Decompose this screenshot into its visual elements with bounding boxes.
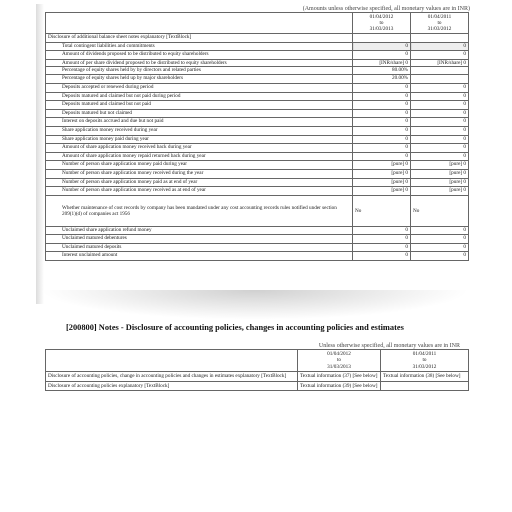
row-value-current: 0	[353, 243, 411, 252]
table-row	[46, 92, 469, 101]
row-value-current: 20.00%	[353, 75, 411, 84]
row-label: Interest on deposits accrued and due but not paid	[46, 118, 353, 127]
row-label: Number of person share application money received as at end of year	[46, 187, 353, 196]
row-label: Unclaimed matured deposits	[46, 243, 353, 252]
row-label: Percentage of equity shares held up by major shareholders	[46, 75, 353, 84]
row-value-previous: 0	[411, 109, 469, 118]
row-value-current: 0	[353, 235, 411, 244]
row-label: Interest unclaimed amount	[46, 252, 353, 261]
table-row	[46, 109, 469, 118]
row-value-current: 0	[353, 118, 411, 127]
row-label: Amount of dividends proposed to be distributed to equity shareholders	[46, 51, 353, 60]
row-value-current: 80.00%	[353, 66, 411, 75]
table-row	[46, 135, 469, 144]
row-label: Disclosure of accounting policies, change in accounting policies and changes in estimates explanatory [TextBlock]	[46, 372, 298, 381]
row-value-current: 0	[353, 126, 411, 135]
section-title: Disclosure of additional balance sheet notes explanatory [TextBlock]	[46, 34, 353, 43]
row-value-previous: [pure] 0	[411, 161, 469, 170]
row-label: Unclaimed matured debentures	[46, 235, 353, 244]
row-value-current: 0	[353, 51, 411, 60]
row-value-current: [INR/share] 0	[353, 59, 411, 66]
header-label-cell	[46, 350, 298, 372]
row-value-previous: [pure] 0	[411, 178, 469, 187]
row-label: Disclosure of accounting policies explanatory [TextBlock]	[46, 381, 298, 390]
row-value-current: Textual information (37) [See below]	[298, 372, 381, 381]
row-value-previous: 0	[411, 83, 469, 92]
row-value-current: 0	[353, 42, 411, 51]
table-header-row	[46, 350, 469, 372]
row-label: Unclaimed share application refund money	[46, 226, 353, 235]
row-value-current: [pure] 0	[353, 187, 411, 196]
row-label: Share application money received during year	[46, 126, 353, 135]
table-row	[46, 381, 469, 390]
table-row	[46, 178, 469, 187]
table-row	[46, 195, 469, 226]
table-row	[46, 126, 469, 135]
row-value-current: Textual information (39) [See below]	[298, 381, 381, 390]
row-label: Share application money paid during year	[46, 135, 353, 144]
table-row	[46, 235, 469, 244]
row-value-previous	[411, 75, 469, 84]
row-label: Percentage of equity shares held by by directors and related parties	[46, 66, 353, 75]
table-row	[46, 169, 469, 178]
table-row	[46, 226, 469, 235]
table-row	[46, 252, 469, 261]
row-value-current: 0	[353, 101, 411, 110]
row-label: Whether maintenance of cost records by company has been mandated under any cost accounting records rules notified under section 209(1)(d) of companies act 1956	[46, 195, 353, 226]
bottom-units-note: Unless otherwise specified, all monetary values are in INR	[318, 343, 460, 349]
header-period-previous: 01/04/2011 to 31/03/2012	[411, 13, 469, 34]
row-value-previous: [INR/share] 0	[411, 59, 469, 66]
table-row	[46, 372, 469, 381]
row-value-previous: 0	[411, 92, 469, 101]
table-row	[46, 51, 469, 60]
row-value-current: 0	[353, 252, 411, 261]
row-value-current: 0	[353, 92, 411, 101]
row-label: Total contingent liabilities and commitments	[46, 42, 353, 51]
top-units-note: (Amounts unless otherwise specified, all monetary values are in INR)	[302, 6, 470, 12]
table-row	[46, 152, 469, 161]
row-value-current: [pure] 0	[353, 161, 411, 170]
row-label: Deposits matured but not claimed	[46, 109, 353, 118]
row-label: Deposits accepted or renewed during period	[46, 83, 353, 92]
row-value-previous: 0	[411, 235, 469, 244]
row-value-current: 0	[353, 83, 411, 92]
row-value-previous: 0	[411, 42, 469, 51]
row-value-previous: 0	[411, 243, 469, 252]
row-value-current: 0	[353, 135, 411, 144]
table-row	[46, 187, 469, 196]
row-value-previous: Textual information (38) [See below]	[381, 372, 469, 381]
table-row	[46, 66, 469, 75]
table-row	[46, 75, 469, 84]
header-period-previous: 01/04/2011 to 31/03/2012	[381, 350, 469, 372]
table-row	[46, 83, 469, 92]
row-value-previous: [pure] 0	[411, 187, 469, 196]
row-value-previous: 0	[411, 118, 469, 127]
header-period-current: 01/04/2012 to 31/03/2013	[298, 350, 381, 372]
row-label: Amount of share application money repaid returned back during year	[46, 152, 353, 161]
row-value-current: No	[353, 195, 411, 226]
table-row	[46, 144, 469, 153]
section-row	[46, 34, 469, 43]
row-value-current: [pure] 0	[353, 178, 411, 187]
table-row	[46, 243, 469, 252]
paper-fold-shadow	[40, 290, 470, 320]
row-value-previous: 0	[411, 152, 469, 161]
row-value-previous	[411, 66, 469, 75]
row-label: Amount of per share dividend proposed to be distributed to equity shareholders	[46, 59, 353, 66]
row-value-previous	[381, 381, 469, 390]
row-label: Amount of share application money received back during year	[46, 144, 353, 153]
row-value-previous: No	[411, 195, 469, 226]
additional-balance-sheet-table	[45, 12, 469, 261]
row-value-previous: 0	[411, 252, 469, 261]
row-value-current: 0	[353, 144, 411, 153]
row-label: Number of person share application money paid as at end of year	[46, 178, 353, 187]
row-value-previous: 0	[411, 135, 469, 144]
row-value-current: [pure] 0	[353, 169, 411, 178]
row-value-previous: 0	[411, 126, 469, 135]
row-label: Deposits matured and claimed but not paid during period	[46, 92, 353, 101]
row-value-previous: [pure] 0	[411, 169, 469, 178]
table-row	[46, 101, 469, 110]
table-row	[46, 118, 469, 127]
table-row	[46, 59, 469, 66]
row-value-previous: 0	[411, 51, 469, 60]
paper-edge-shadow	[36, 4, 44, 304]
row-value-current: 0	[353, 152, 411, 161]
header-period-current: 01/04/2012 to 31/03/2013	[353, 13, 411, 34]
header-label-cell	[46, 13, 353, 34]
table-row	[46, 161, 469, 170]
row-value-current: 0	[353, 226, 411, 235]
row-value-current: 0	[353, 109, 411, 118]
table-header-row	[46, 13, 469, 34]
row-label: Deposits matured and claimed but not paid	[46, 101, 353, 110]
row-label: Number of person share application money paid during year	[46, 161, 353, 170]
row-label: Number of person share application money received during the year	[46, 169, 353, 178]
row-value-previous: 0	[411, 226, 469, 235]
accounting-policies-table	[45, 349, 469, 391]
table-row	[46, 42, 469, 51]
row-value-previous: 0	[411, 144, 469, 153]
section-heading: [200800] Notes - Disclosure of accounting policies, changes in accounting policies and estimates	[66, 323, 404, 332]
row-value-previous: 0	[411, 101, 469, 110]
